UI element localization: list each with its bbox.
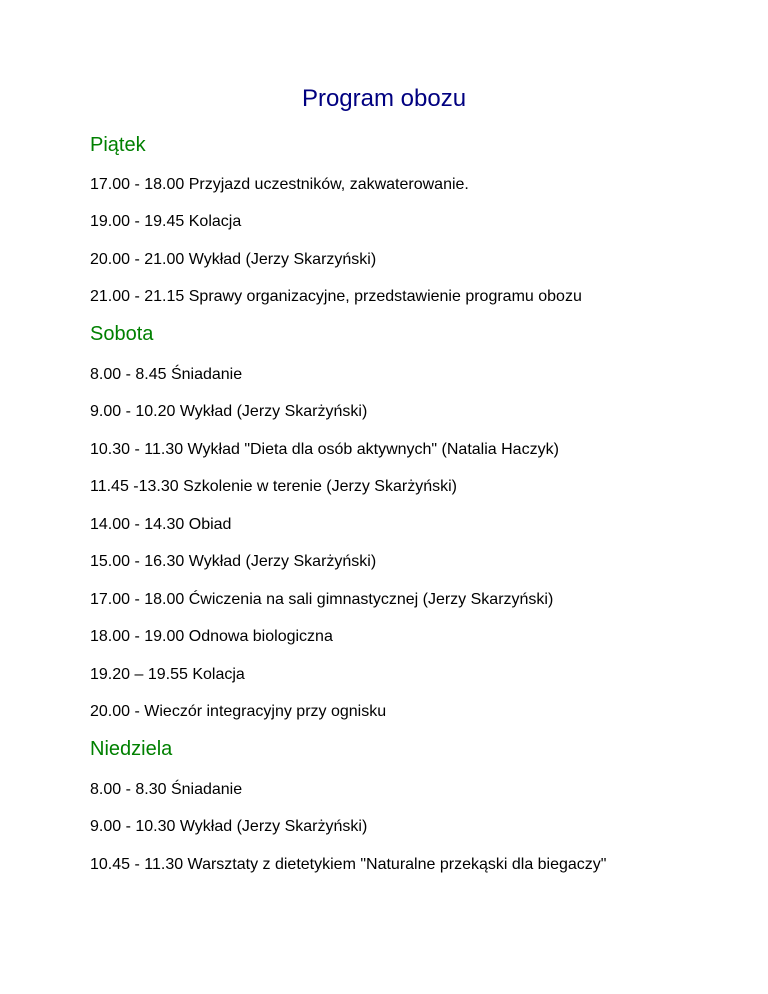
- schedule-entry: 10.45 - 11.30 Warsztaty z dietetykiem "Naturalne przekąski dla biegaczy": [90, 856, 607, 873]
- schedule-entry: 8.00 - 8.30 Śniadanie: [90, 781, 243, 798]
- schedule-entry: 10.30 - 11.30 Wykład "Dieta dla osób aktywnych" (Natalia Haczyk): [90, 441, 559, 458]
- page-title: Program obozu: [301, 85, 467, 112]
- schedule-entry: 15.00 - 16.30 Wykład (Jerzy Skarżyński): [90, 553, 377, 570]
- day-heading-niedziela: Niedziela: [90, 738, 173, 760]
- schedule-entry: 19.20 – 19.55 Kolacja: [90, 666, 245, 683]
- schedule-entry: 21.00 - 21.15 Sprawy organizacyjne, przedstawienie programu obozu: [90, 288, 582, 305]
- schedule-entry: 17.00 - 18.00 Ćwiczenia na sali gimnastycznej (Jerzy Skarzyński): [90, 591, 554, 608]
- day-heading-sobota: Sobota: [90, 323, 154, 345]
- schedule-entry: 11.45 -13.30 Szkolenie w terenie (Jerzy Skarżyński): [90, 478, 457, 495]
- schedule-entry: 8.00 - 8.45 Śniadanie: [90, 366, 243, 383]
- schedule-entry: 20.00 - Wieczór integracyjny przy ognisku: [90, 703, 387, 720]
- day-heading-piatek: Piątek: [90, 134, 146, 156]
- schedule-entry: 19.00 - 19.45 Kolacja: [90, 213, 242, 230]
- schedule-entry: 17.00 - 18.00 Przyjazd uczestników, zakwaterowanie.: [90, 176, 469, 193]
- schedule-entry: 9.00 - 10.20 Wykład (Jerzy Skarżyński): [90, 403, 368, 420]
- schedule-entry: 14.00 - 14.30 Obiad: [90, 516, 232, 533]
- schedule-entry: 18.00 - 19.00 Odnowa biologiczna: [90, 628, 333, 645]
- schedule-entry: 20.00 - 21.00 Wykład (Jerzy Skarzyński): [90, 251, 377, 268]
- schedule-entry: 9.00 - 10.30 Wykład (Jerzy Skarżyński): [90, 818, 368, 835]
